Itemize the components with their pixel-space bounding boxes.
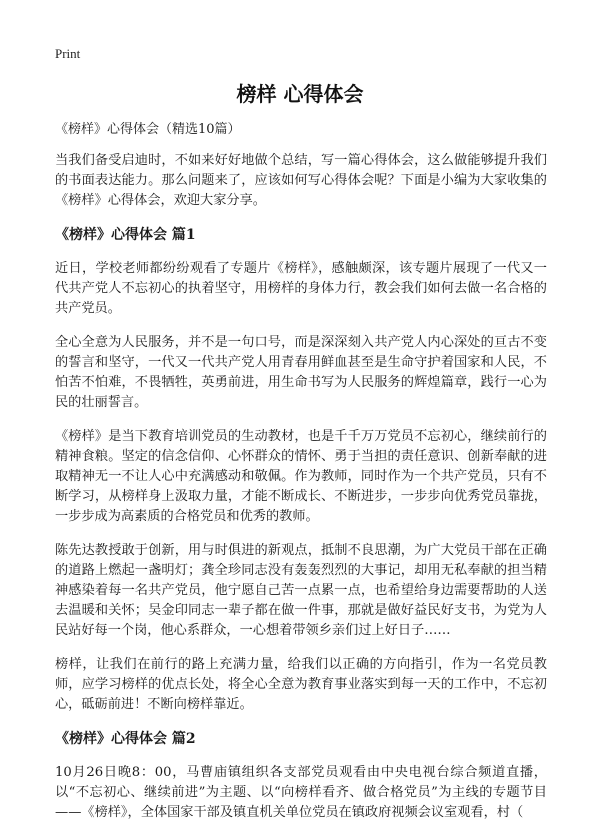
page-title: 榜样 心得体会 — [236, 82, 364, 106]
print-link[interactable]: Print — [55, 46, 81, 61]
paragraph: 全心全意为人民服务，并不是一句口号，而是深深刻入共产党人内心深处的亘古不变的誓言和坚守，一代又一代共产党人用青春用鲜血甚至是生命守护着国家和人民，不怕苦不怕难，不畏牺牲，英勇前进，用生命书写为人民服务的辉煌篇章，践行一心为民的壮丽誓言。 — [55, 335, 547, 410]
section-heading: 《榜样》心得体会 篇1 — [55, 227, 196, 243]
article-body — [55, 120, 547, 837]
intro-paragraph: 当我们备受启迪时，不如来好好地做个总结，写一篇心得体会，这么做能够提升我们的书面表达能力。那么问题来了，应该如何写心得体会呢？下面是小编为大家收集的《榜样》心得体会，欢迎大家分享。 — [55, 153, 547, 208]
section-heading: 《榜样》心得体会 篇2 — [55, 731, 196, 747]
paragraph: 榜样，让我们在前行的路上充满力量，给我们以正确的方向指引，作为一名党员教师，应学习榜样的优点长处，将全心全意为教育事业落实到每一天的工作中，不忘初心，砥砺前进！不断向榜样靠近。 — [55, 657, 547, 712]
paragraph: 《榜样》是当下教育培训党员的生动教材，也是千千万万党员不忘初心，继续前行的精神食粮。坚定的信念信仰、心怀群众的情怀、勇于当担的责任意识、创新奉献的进取精神无一不让人心中充满感动和敬佩。作为教师，同时作为一个共产党员，只有不断学习，从榜样身上汲取力量，才能不断成长、不断进步，一步步向优秀党员靠拢，一步步成为高素质的合格党员和优秀的教师。 — [55, 429, 547, 524]
article-subtitle: 《榜样》心得体会（精选10篇） — [55, 122, 241, 137]
paragraph: 陈先达教授敢于创新，用与时俱进的新观点，抵制不良思潮，为广大党员干部在正确的道路上燃起一盏明灯；龚全珍同志没有轰轰烈烈的大事记，却用无私奉献的担当精神感染着每一名共产党员，他宁愿自己苦一点累一点，也希望给身边需要帮助的人送去温暖和关怀；吴金印同志一辈子都在做一件事，那就是做好益民好支书，为党为人民站好每一个岗，他心系群众，一心想着带领乡亲们过上好日子…… — [55, 543, 547, 638]
paragraph: 10月26日晚8：00，马曹庙镇组织各支部党员观看由中央电视台综合频道直播，以“不忘初心、继续前进”为主题、以“向榜样看齐、做合格党员”为主线的专题节目——《榜样》，全体国家干部及镇直机关单位党员在镇政府视频会议室观看，村（ — [55, 765, 547, 820]
paragraph: 近日，学校老师都纷纷观看了专题片《榜样》，感触颇深，该专题片展现了一代又一代共产党人不忘初心的执着坚守，用榜样的身体力行，教会我们如何去做一名合格的共产党员。 — [55, 261, 547, 316]
